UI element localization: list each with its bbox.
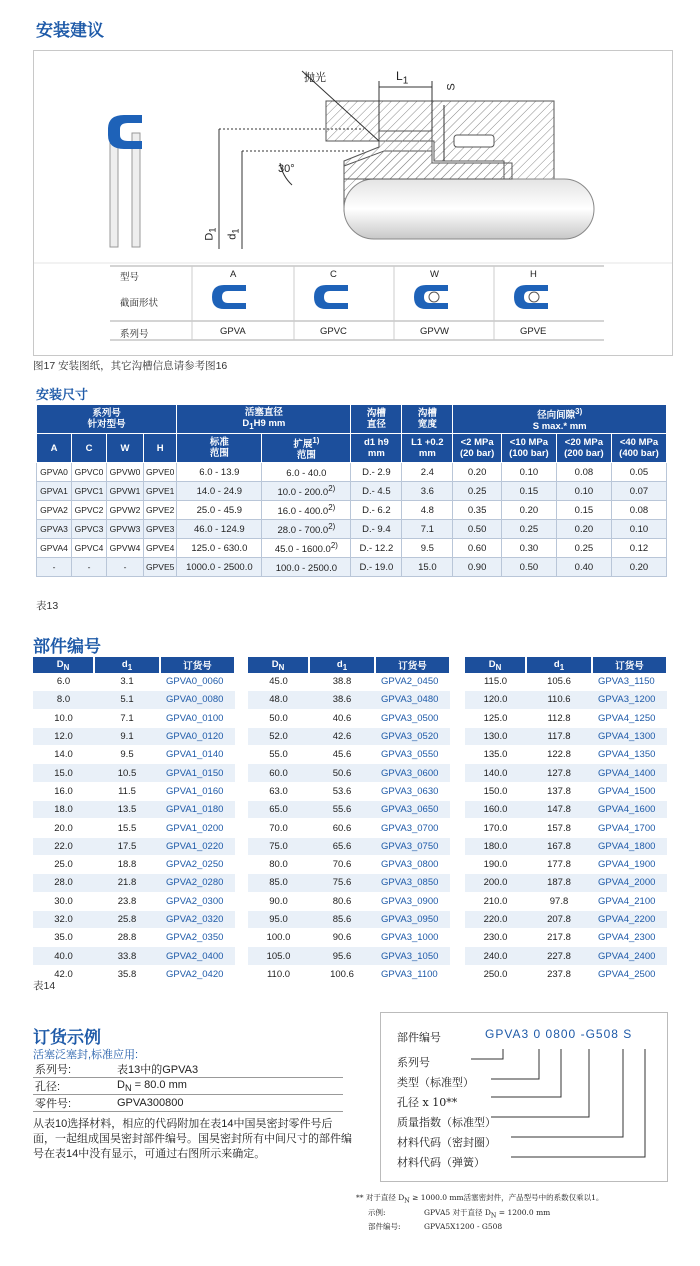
row-section-label: 截面形状 (120, 298, 159, 309)
sub-H: H (144, 434, 177, 463)
part-row: 130.0 117.8 GPVA4_1300 (465, 727, 667, 745)
part-row: 52.0 42.6 GPVA3_0520 (248, 727, 450, 745)
part-row: 170.0 157.8 GPVA4_1700 (465, 819, 667, 837)
seal-side-view (108, 115, 142, 247)
part-table-3 (465, 657, 668, 984)
part-row: 115.0 105.6 GPVA3_1150 (465, 673, 667, 691)
type-C: C (330, 269, 337, 280)
part-row: 28.0 21.8 GPVA2_0280 (33, 874, 235, 892)
part-row: 8.0 5.1 GPVA0_0080 (33, 691, 235, 709)
part-row: 100.0 90.6 GPVA3_1000 (248, 929, 450, 947)
part-row: 15.0 10.5 GPVA1_0150 (33, 764, 235, 782)
part-row: 240.0 227.8 GPVA4_2400 (465, 947, 667, 965)
install-row: GPVA1 GPVC1 GPVW1 GPVE1 14.0 - 24.9 10.0 - 200.0$^{2)}$ D.- 4.5 3.6 0.25 0.15 0.10 0.07 (37, 482, 667, 501)
part-row: 16.0 11.5 GPVA1_0160 (33, 782, 235, 800)
part-row: 95.0 85.6 GPVA3_0950 (248, 910, 450, 928)
part-row: 135.0 122.8 GPVA4_1350 (465, 746, 667, 764)
part-row: 210.0 97.8 GPVA4_2100 (465, 892, 667, 910)
part-row: 110.0 100.6 GPVA3_1100 (248, 965, 450, 983)
legend-lines: 系列号 类型（标准型） 孔径 x 10** 质量指数（标准型） 材料代码（密封圈） 材料代码（弹簧） (397, 1056, 496, 1169)
S-label: S (445, 83, 458, 91)
part-row: 250.0 237.8 GPVA4_2500 (465, 965, 667, 983)
part-row: 220.0 207.8 GPVA4_2200 (465, 910, 667, 928)
hdr-d1: $d_1$ (94, 657, 160, 673)
part-row: 60.0 50.6 GPVA3_0600 (248, 764, 450, 782)
sub-W: W (107, 434, 144, 463)
part-row: 12.0 9.1 GPVA0_0120 (33, 727, 235, 745)
table14-caption: 表14 (33, 980, 56, 992)
angle-label: 30° (278, 163, 295, 175)
install-drawing (34, 51, 672, 355)
hdr-code: 订货号 (160, 657, 235, 673)
part-table-2 (248, 657, 451, 984)
part-row: 105.0 95.6 GPVA3_1050 (248, 947, 450, 965)
part-row: 200.0 187.8 GPVA4_2000 (465, 874, 667, 892)
part-row: 150.0 137.8 GPVA4_1500 (465, 782, 667, 800)
part-row: 180.0 167.8 GPVA4_1800 (465, 837, 667, 855)
part-row: 30.0 23.8 GPVA2_0300 (33, 892, 235, 910)
type-A: A (230, 269, 237, 280)
install-row: GPVA2 GPVC2 GPVW2 GPVE2 25.0 - 45.9 16.0 - 400.0$^{2)}$ D.- 6.2 4.8 0.35 0.20 0.15 0.08 (37, 501, 667, 520)
order-subtitle: 活塞泛塞封,标准应用: (33, 1049, 139, 1061)
row-model-label: 型号 (120, 272, 140, 283)
install-figure (33, 50, 673, 356)
part-row: 6.0 3.1 GPVA0_0060 (33, 673, 235, 691)
section-title-part-numbers: 部件编号 (33, 637, 101, 656)
order-table: 系列号: 表13中的GPVA3 孔径: $D_N = 80.0$ mm 零件号: GPVA300800 (33, 1061, 343, 1112)
series-H: GPVE (520, 326, 547, 337)
part-row: 45.0 38.8 GPVA2_0450 (248, 673, 450, 691)
part-row: 50.0 40.6 GPVA3_0500 (248, 709, 450, 727)
sub-A: A (37, 434, 72, 463)
hdr-code: 订货号 (375, 657, 450, 673)
part-table-1 (33, 657, 236, 984)
sub-std: 标准 范围 (177, 434, 262, 463)
hdr-d1: $d_1$ (309, 657, 375, 673)
part-row: 22.0 17.5 GPVA1_0220 (33, 837, 235, 855)
hdr-groove-width: 沟槽 宽度 (402, 405, 453, 434)
sub-p4: <40 MPa (400 bar) (611, 434, 666, 463)
order-paragraph: 从表10选择材料，相应的代码附加在表14中国昊密封零件号后面，一起组成国昊密封部件编号。国昊密封所有中间尺寸的部件编号在表14中没有显示，可通过右图所示来确定。 (33, 1118, 352, 1160)
sub-ext: 扩展$^{1)}$ 范围 (262, 434, 351, 463)
install-row: GPVA3 GPVC3 GPVW3 GPVE3 46.0 - 124.9 28.0 - 700.0$^{2)}$ D.- 9.4 7.1 0.50 0.25 0.20 0.10 (37, 520, 667, 539)
sub-L1: L1 +0.2 mm (402, 434, 453, 463)
part-row: 55.0 45.6 GPVA3_0550 (248, 746, 450, 764)
part-row: 63.0 53.6 GPVA3_0630 (248, 782, 450, 800)
part-row: 14.0 9.5 GPVA1_0140 (33, 746, 235, 764)
sub-d1: d1 h9 mm (351, 434, 402, 463)
hdr-gap: 径向间隙$^{3)}$ S max.* mm (453, 405, 667, 434)
hdr-DN: $D_N$ (465, 657, 526, 673)
polish-label: 抛光 (304, 72, 326, 84)
d1-label: $d_1$ (226, 228, 241, 240)
part-row: 90.0 80.6 GPVA3_0900 (248, 892, 450, 910)
part-row: 120.0 110.6 GPVA3_1200 (465, 691, 667, 709)
profile-C (314, 285, 348, 309)
part-row: 25.0 18.8 GPVA2_0250 (33, 855, 235, 873)
hdr-series: 系列号 针对型号 (37, 405, 177, 434)
part-row: 18.0 13.5 GPVA1_0180 (33, 801, 235, 819)
hdr-groove-dia: 沟槽 直径 (351, 405, 402, 434)
part-row: 125.0 112.8 GPVA4_1250 (465, 709, 667, 727)
section-title-order-example: 订货示例 (33, 1028, 101, 1047)
install-row: - - - GPVE5 1000.0 - 2500.0 100.0 - 2500.0 D.- 19.0 15.0 0.90 0.50 0.40 0.20 (37, 558, 667, 577)
legend-code: GPVA3 0 0800 -G508 S (485, 1027, 633, 1041)
hdr-d1: $d_1$ (526, 657, 592, 673)
series-C: GPVC (320, 326, 347, 337)
section-title-install-advice: 安装建议 (36, 21, 104, 40)
part-row: 80.0 70.6 GPVA3_0800 (248, 855, 450, 873)
row-series-label: 系列号 (120, 329, 149, 340)
part-row: 32.0 25.8 GPVA2_0320 (33, 910, 235, 928)
install-row: GPVA0 GPVC0 GPVW0 GPVE0 6.0 - 13.9 6.0 - 40.0 D.- 2.9 2.4 0.20 0.10 0.08 0.05 (37, 463, 667, 482)
part-row: 85.0 75.6 GPVA3_0850 (248, 874, 450, 892)
part-row: 65.0 55.6 GPVA3_0650 (248, 801, 450, 819)
hdr-piston: 活塞直径 $D_1H9$ mm (177, 405, 351, 434)
part-row: 10.0 7.1 GPVA0_0100 (33, 709, 235, 727)
part-row: 20.0 15.5 GPVA1_0200 (33, 819, 235, 837)
sub-p1: <2 MPa (20 bar) (453, 434, 502, 463)
figure-caption: 图17 安装图纸，其它沟槽信息请参考图16 (33, 360, 228, 372)
part-row: 35.0 28.8 GPVA2_0350 (33, 929, 235, 947)
part-row: 70.0 60.6 GPVA3_0700 (248, 819, 450, 837)
sub-p3: <20 MPa (200 bar) (556, 434, 611, 463)
section-title-install-size: 安装尺寸 (36, 387, 89, 402)
hdr-DN: $D_N$ (248, 657, 309, 673)
part-row: 160.0 147.8 GPVA4_1600 (465, 801, 667, 819)
legend-title: 部件编号 (397, 1031, 441, 1044)
footnote: ** 对于直径 $D_N \ge 1000.0$ mm活塞密封件，产品型号中的系数仅乘以1。 示例: GPVA5 对于直径 $D_N = 1200.0$ mm 部件编号: GPVA5X1200 - G508 (356, 1193, 604, 1231)
D1-label: $D_1$ (203, 227, 218, 241)
L1-label: $L_1$ (396, 69, 409, 87)
profile-A (212, 285, 246, 309)
table13-caption: 表13 (36, 600, 59, 612)
sub-p2: <10 MPa (100 bar) (501, 434, 556, 463)
part-row: 75.0 65.6 GPVA3_0750 (248, 837, 450, 855)
part-row: 42.0 35.8 GPVA2_0420 (33, 965, 235, 983)
hdr-DN: $D_N$ (33, 657, 94, 673)
part-row: 230.0 217.8 GPVA4_2300 (465, 929, 667, 947)
part-row: 48.0 38.6 GPVA3_0480 (248, 691, 450, 709)
part-row: 140.0 127.8 GPVA4_1400 (465, 764, 667, 782)
type-W: W (430, 269, 439, 280)
part-number-legend (380, 1012, 668, 1182)
hdr-code: 订货号 (592, 657, 667, 673)
series-A: GPVA (220, 326, 246, 337)
install-size-table (36, 404, 667, 577)
install-row: GPVA4 GPVC4 GPVW4 GPVE4 125.0 - 630.0 45.0 - 1600.0$^{2)}$ D.- 12.2 9.5 0.60 0.30 0.25 0.12 (37, 539, 667, 558)
part-row: 190.0 177.8 GPVA4_1900 (465, 855, 667, 873)
sub-C: C (72, 434, 107, 463)
type-H: H (530, 269, 537, 280)
series-W: GPVW (420, 326, 450, 337)
part-row: 40.0 33.8 GPVA2_0400 (33, 947, 235, 965)
